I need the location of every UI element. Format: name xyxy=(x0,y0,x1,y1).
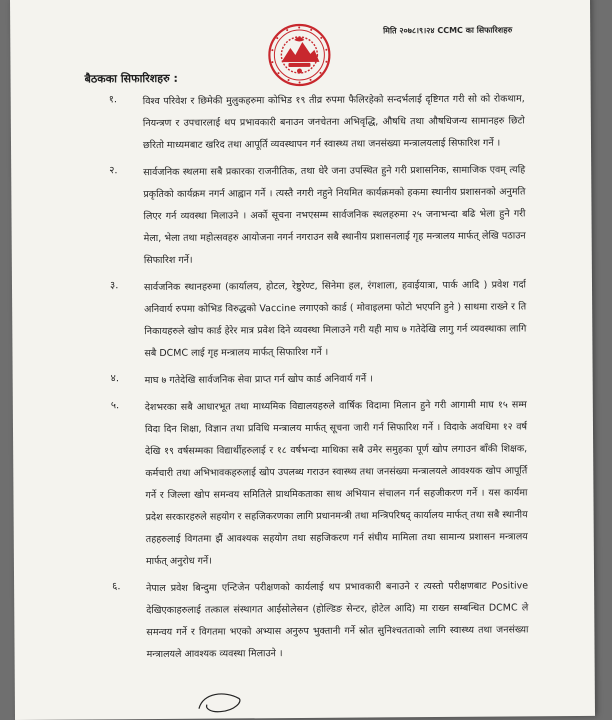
item-text: देशभरका सबै आधारभूत तथा माध्यमिक विद्यालयहरुले वार्षिक विदामा मिलान हुने गरी आगामी माघ १५ सम्म विदा दिन शिक्षा, विज्ञान तथा प्रविधि मन्त्रालय मार्फत् सूचना जारी गर्न सिफारिश गर्ने । विदाके अवधिमा १२ वर्ष देखि १९ वर्षसम्मका विद्यार्थीहरुलाई र १८ वर्षभन्दा माथिका सबै उमेर समुहका पूर्ण खोप लगाउन बाँकी शिक्षक, कर्मचारी तथा अभिभावकहरुलाई खोप उपलब्ध गराउन स्वास्थ्य तथा जनसंख्या मन्त्रालयले आवश्यक खोप आपूर्ति गर्ने र जिल्ला खोप समन्वय समितिले प्राथमिकताका साथ अभियान संचालन गर्न सहजीकरण गर्ने । यस कार्यमा प्रदेश सरकारहरुले सहयोग र सहजिकरणका लागि प्रधानमन्त्री तथा मन्त्रिपरिषद् कार्यालय मार्फत् तथा सबै स्थानीय तहहरुलाई विगतमा झैं आवश्यक सहयोग तथा सहजिकरण गर्न संघीय मामिला तथा सामान्य प्रशासन मन्त्रालय मार्फत् अनुरोध गर्ने। xyxy=(144,399,528,568)
item-number: २. xyxy=(109,165,118,177)
recommendation-item xyxy=(85,159,526,272)
recommendation-list xyxy=(85,88,529,671)
item-number: १. xyxy=(108,94,118,106)
item-text: माघ ७ गतेदेखि सार्वजनिक सेवा प्राप्त गर्न खोप कार्ड अनिवार्य गर्ने । xyxy=(144,373,373,387)
recommendation-item xyxy=(88,575,529,666)
recommendation-item xyxy=(86,274,527,365)
document-page xyxy=(10,0,595,720)
recommendation-item xyxy=(85,88,525,157)
recommendation-item xyxy=(87,394,528,573)
item-number: ३. xyxy=(109,280,119,292)
item-text: सार्वजनिक स्थानहरुमा (कार्यालय, होटल, रेष्टुरेण्ट, सिनेमा हल, रंगशाला, हवाईयात्रा, पार्क आदि ) प्रवेश गर्दा अनिवार्य रुपमा कोभिड विरुद्धको Vaccine लगाएको कार्ड ( मोवाइलमा फोटो भएपनि हुने ) साथमा राख्ने र ति निकायहरुले खोप कार्ड हेरेर मात्र प्रवेश दिने व्यवस्था मिलाउने गरी यही माघ ७ गतेदेखि लागु गर्न व्यवस्थाका लागि सबै DCMC लाई गृह मन्त्रालय मार्फत् सिफारिश गर्ने । xyxy=(143,279,527,360)
item-text: नेपाल प्रवेश बिन्दुमा एन्टिजेन परीक्षणको कार्यलाई थप प्रभावकारी बनाउने र त्यस्तो परीक्षणबाट Positive देखिएकाहरुलाई तत्काल संस्थागत आईसोलेसन (होल्डिङ सेन्टर, होटेल आदि) मा राख्न सम्बन्धित DCMC ले समन्वय गर्ने र विगतमा भएको अभ्यास अनुरुप भुक्तानी गर्ने स्रोत सुनिश्चतताको लागि स्वास्थ्य तथा जनसंख्या मन्त्रालयले आवश्यक व्यवस्था मिलाउने । xyxy=(146,580,529,661)
item-number: ४. xyxy=(110,373,120,385)
item-number: ५. xyxy=(110,400,120,412)
item-number: ६. xyxy=(112,581,121,593)
pen-scribble-mark xyxy=(195,688,245,714)
government-emblem-seal-icon xyxy=(266,22,332,88)
item-text: विश्व परिवेश र छिमेकी मुलुकहरुमा कोभिड १९ तीव्र रुपमा फैलिरहेको सन्दर्भलाई दृष्टिगत गरी सो को रोकथाम, नियन्त्रण र उपचारलाई थप प्रभावकारी बनाउन जनचेतना अभिवृद्धि, औषधि तथा औषधिजन्य सामानहरु छिटो छरितो माध्यमबाट खरिद तथा आपूर्ति व्यवस्थापन गर्न स्वास्थ्य तथा जनसंख्या मन्त्रालयलाई सिफारिश गर्ने । xyxy=(142,93,525,152)
date-reference: मिति २०७८।९।२४ CCMC का सिफारिशहरु xyxy=(383,25,513,36)
section-heading: बैठकका सिफारिशहरु : xyxy=(84,71,178,86)
recommendation-item xyxy=(87,367,527,392)
item-text: सार्वजनिक स्थलमा सबै प्रकारका राजनीतिक, तथा धेरै जना उपस्थित हुने गरी प्रशासनिक, सामाजिक एवम् त्यहि प्रकृतिको कार्यक्रम नगर्न आह्वान गर्ने । त्यस्तै नगरी नहुने नियमित कार्यक्रमको हकमा स्थानीय प्रशासनको अनुमति लिएर गर्न व्यवस्था मिलाउने । अर्को सूचना नभएसम्म सार्वजनिक स्थलहरुमा २५ जनाभन्दा बढि भेला हुने गरी मेला, भेला तथा महोत्सवहरु आयोजना नगर्न नगराउन सबै स्थानीय प्रशासनलाई गृह मन्त्रालय मार्फत् लेखि पठाउन सिफारिश गर्ने। xyxy=(143,164,526,267)
